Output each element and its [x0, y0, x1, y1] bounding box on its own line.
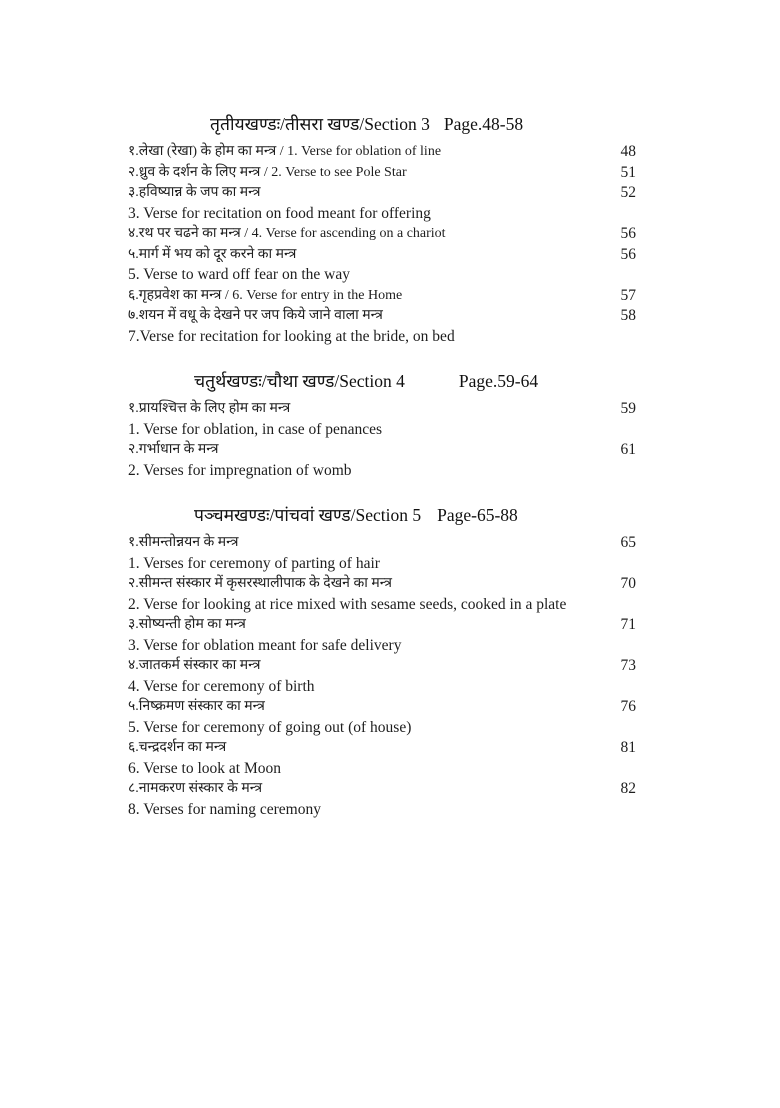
entry-text: 2. Verses for impregnation of womb [128, 461, 352, 479]
table-of-contents [128, 112, 648, 842]
toc-entry [128, 697, 648, 718]
entry-page-number: 52 [620, 184, 636, 201]
entry-text: २.सीमन्त संस्कार में कृसरस्थालीपाक के देखने का मन्त्र [128, 576, 392, 591]
toc-entry [128, 440, 648, 461]
entry-text: 4. Verse for ceremony of birth [128, 677, 315, 695]
toc-entry [128, 718, 648, 739]
toc-entry [128, 738, 648, 759]
section-4 [128, 369, 648, 481]
toc-entry [128, 533, 648, 554]
section-title: पञ्चमखण्डः/पांचवां खण्ड/Section 5 [194, 505, 422, 525]
entry-text: 1. Verses for ceremony of parting of hair [128, 554, 380, 572]
entry-list [128, 399, 648, 481]
toc-entry [128, 636, 648, 657]
entry-text: ६.चन्द्रदर्शन का मन्त्र [128, 740, 227, 755]
entry-text: 8. Verses for naming ceremony [128, 800, 321, 818]
entry-text: १.सीमन्तोन्नयन के मन्त्र [128, 535, 239, 550]
entry-page-number: 81 [620, 739, 636, 756]
entry-page-number: 58 [620, 307, 636, 324]
entry-page-number: 57 [620, 286, 636, 304]
entry-page-number: 71 [620, 616, 636, 633]
entry-page-number: 61 [620, 441, 636, 458]
section-page-range: Page.59-64 [458, 371, 539, 391]
entry-page-number: 73 [620, 657, 636, 674]
toc-entry [128, 224, 648, 245]
entry-text: ८.नामकरण संस्कार के मन्त्र [128, 781, 263, 796]
toc-entry [128, 327, 648, 348]
entry-text: 2. Verse for looking at rice mixed with sesame seeds, cooked in a plate [128, 595, 567, 613]
entry-text: ४.रथ पर चढने का मन्त्र / 4. Verse for ascending on a chariot [128, 226, 446, 241]
toc-entry [128, 183, 648, 204]
entry-page-number: 56 [620, 225, 636, 242]
entry-text: ५.मार्ग में भय को दूर करने का मन्त्र [128, 246, 297, 262]
section-header [128, 369, 648, 399]
entry-text: १.लेखा (रेखा) के होम का मन्त्र / 1. Verse for oblation of line [128, 144, 442, 159]
toc-entry [128, 399, 648, 420]
toc-entry [128, 420, 648, 441]
entry-text: 7.Verse for recitation for looking at the bride, on bed [128, 327, 455, 345]
toc-entry [128, 656, 648, 677]
toc-entry [128, 306, 648, 327]
entry-text: ७.शयन में वधू के देखने पर जप किये जाने वाला मन्त्र [128, 308, 383, 323]
entry-text: 6. Verse to look at Moon [128, 759, 281, 777]
toc-entry [128, 163, 648, 184]
toc-entry [128, 759, 648, 780]
toc-entry [128, 800, 648, 821]
entry-text: ५.निष्क्रमण संस्कार का मन्त्र [128, 699, 265, 714]
entry-text: ६.गृहप्रवेश का मन्त्र / 6. Verse for entry in the Home [128, 287, 403, 303]
entry-page-number: 65 [620, 534, 636, 551]
section-title: चतुर्थखण्डः/चौथा खण्ड/Section 4 [194, 371, 405, 391]
toc-entry [128, 461, 648, 482]
section-5 [128, 503, 648, 820]
section-header [128, 503, 648, 533]
entry-page-number: 56 [620, 245, 636, 263]
entry-list [128, 142, 648, 347]
entry-text: ३.हविष्यान्न के जप का मन्त्र [128, 185, 261, 200]
toc-entry [128, 286, 648, 307]
toc-entry [128, 245, 648, 266]
entry-text: 5. Verse to ward off fear on the way [128, 266, 350, 283]
entry-text: ४.जातकर्म संस्कार का मन्त्र [128, 658, 261, 673]
entry-text: २.ध्रुव के दर्शन के लिए मन्त्र / 2. Verse to see Pole Star [128, 164, 407, 180]
entry-page-number: 48 [620, 143, 636, 160]
toc-entry [128, 142, 648, 163]
entry-text: 5. Verse for ceremony of going out (of house) [128, 718, 412, 736]
toc-entry [128, 265, 648, 286]
entry-text: 1. Verse for oblation, in case of penances [128, 420, 383, 438]
toc-entry [128, 204, 648, 225]
toc-entry [128, 595, 648, 616]
toc-entry [128, 615, 648, 636]
entry-page-number: 70 [620, 575, 636, 592]
entry-text: 3. Verse for oblation meant for safe delivery [128, 636, 402, 654]
section-header [128, 112, 648, 142]
section-page-range: Page.48-58 [443, 114, 524, 134]
entry-page-number: 51 [620, 163, 636, 181]
toc-entry [128, 779, 648, 800]
toc-entry [128, 574, 648, 595]
entry-text: ३.सोष्यन्ती होम का मन्त्र [128, 617, 246, 632]
entry-text: १.प्रायश्चित्त के लिए होम का मन्त्र [128, 401, 291, 416]
toc-entry [128, 677, 648, 698]
section-page-range: Page-65-88 [437, 505, 518, 525]
toc-entry [128, 554, 648, 575]
entry-page-number: 82 [620, 780, 636, 797]
section-title: तृतीयखण्डः/तीसरा खण्ड/Section 3 [210, 114, 430, 134]
entry-page-number: 76 [620, 698, 636, 715]
entry-text: २.गर्भाधान के मन्त्र [128, 442, 219, 457]
section-3 [128, 112, 648, 347]
entry-page-number: 59 [620, 400, 636, 417]
entry-text: 3. Verse for recitation on food meant for offering [128, 204, 431, 222]
entry-list [128, 533, 648, 820]
